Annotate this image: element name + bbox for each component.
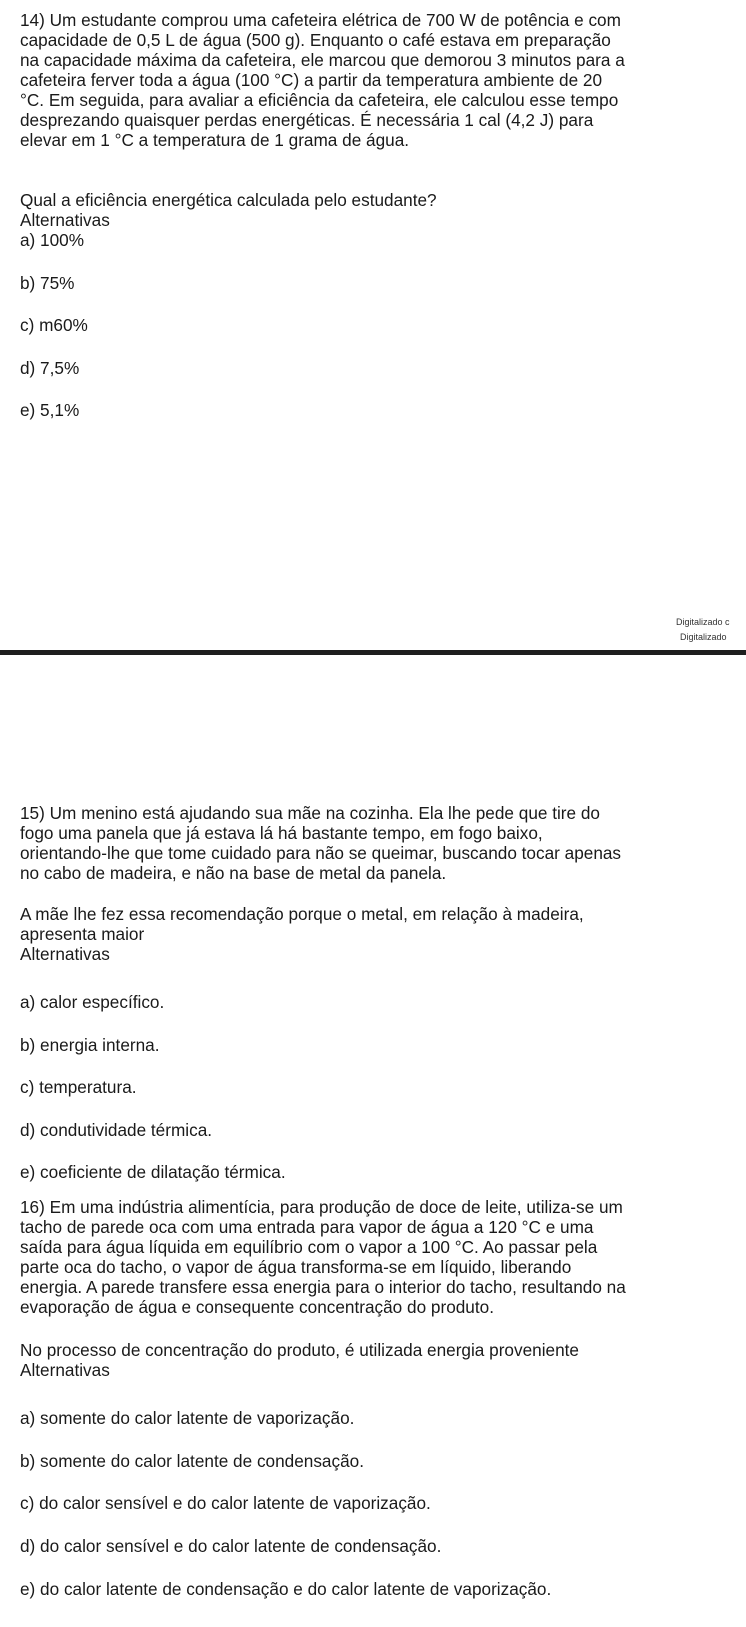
q15-stem-line: orientando-lhe que tome cuidado para não se queimar, buscando tocar apenas: [20, 843, 622, 863]
q15-alternativas-label: Alternativas: [20, 944, 110, 964]
scan-watermark-line: Digitalizado: [680, 632, 727, 642]
q15-question-line: apresenta maior: [20, 924, 145, 944]
page-divider: [0, 650, 746, 655]
q15-stem-line: 15) Um menino está ajudando sua mãe na cozinha. Ela lhe pede que tire do: [20, 803, 600, 823]
q16-option-b: b) somente do calor latente de condensação.: [20, 1451, 364, 1471]
q15-option-d: d) condutividade térmica.: [20, 1120, 213, 1140]
q16-stem-line: tacho de parede oca com uma entrada para vapor de água a 120 °C e uma: [20, 1217, 594, 1237]
q15-option-b: b) energia interna.: [20, 1035, 160, 1055]
q16-stem-line: evaporação de água e consequente concentração do produto.: [20, 1297, 494, 1317]
q15-question: [20, 904, 740, 964]
q14-option-d: d) 7,5%: [20, 358, 80, 378]
scan-watermark-line: Digitalizado c: [676, 617, 730, 627]
q16-option-c: c) do calor sensível e do calor latente de vaporização.: [20, 1493, 431, 1513]
q14-option-e: e) 5,1%: [20, 400, 80, 420]
q15-stem: [20, 803, 740, 883]
q14-alternativas-label: Alternativas: [20, 210, 110, 230]
q15-stem-line: no cabo de madeira, e não na base de metal da panela.: [20, 863, 447, 883]
q14-stem-line: desprezando quaisquer perdas energéticas. É necessária 1 cal (4,2 J) para: [20, 110, 594, 130]
q15-option-c: c) temperatura.: [20, 1077, 137, 1097]
q16-question-text: No processo de concentração do produto, é utilizada energia proveniente: [20, 1340, 579, 1360]
q16-option-d: d) do calor sensível e do calor latente de condensação.: [20, 1536, 442, 1556]
q15-option-e: e) coeficiente de dilatação térmica.: [20, 1162, 286, 1182]
q14-question-text: Qual a eficiência energética calculada pelo estudante?: [20, 190, 437, 210]
q14-option-c: c) m60%: [20, 315, 88, 335]
q16-stem-line: 16) Em uma indústria alimentícia, para produção de doce de leite, utiliza-se um: [20, 1197, 623, 1217]
q14-question: [20, 190, 740, 230]
q14-stem-line: °C. Em seguida, para avaliar a eficiência da cafeteira, ele calculou esse tempo: [20, 90, 619, 110]
q16-stem-line: parte oca do tacho, o vapor de água transforma-se em líquido, liberando: [20, 1257, 572, 1277]
q14-stem-line: 14) Um estudante comprou uma cafeteira elétrica de 700 W de potência e com: [20, 10, 621, 30]
q16-stem: [20, 1197, 740, 1317]
q16-option-e: e) do calor latente de condensação e do calor latente de vaporização.: [20, 1579, 552, 1599]
q14-stem: [20, 10, 740, 150]
q15-option-a: a) calor específico.: [20, 992, 165, 1012]
q14-stem-line: capacidade de 0,5 L de água (500 g). Enquanto o café estava em preparação: [20, 30, 611, 50]
q16-question: [20, 1340, 740, 1380]
q16-alternativas-label: Alternativas: [20, 1360, 110, 1380]
q14-option-a: a) 100%: [20, 230, 85, 250]
q16-option-a: a) somente do calor latente de vaporização.: [20, 1408, 355, 1428]
q15-stem-line: fogo uma panela que já estava lá há bastante tempo, em fogo baixo,: [20, 823, 543, 843]
q14-option-b: b) 75%: [20, 273, 75, 293]
q14-stem-line: na capacidade máxima da cafeteira, ele marcou que demorou 3 minutos para a: [20, 50, 625, 70]
q15-question-line: A mãe lhe fez essa recomendação porque o metal, em relação à madeira,: [20, 904, 584, 924]
q16-stem-line: energia. A parede transfere essa energia para o interior do tacho, resultando na: [20, 1277, 626, 1297]
q14-stem-line: cafeteira ferver toda a água (100 °C) a partir da temperatura ambiente de 20: [20, 70, 603, 90]
q14-stem-line: elevar em 1 °C a temperatura de 1 grama de água.: [20, 130, 410, 150]
q16-stem-line: saída para água líquida em equilíbrio com o vapor a 100 °C. Ao passar pela: [20, 1237, 598, 1257]
